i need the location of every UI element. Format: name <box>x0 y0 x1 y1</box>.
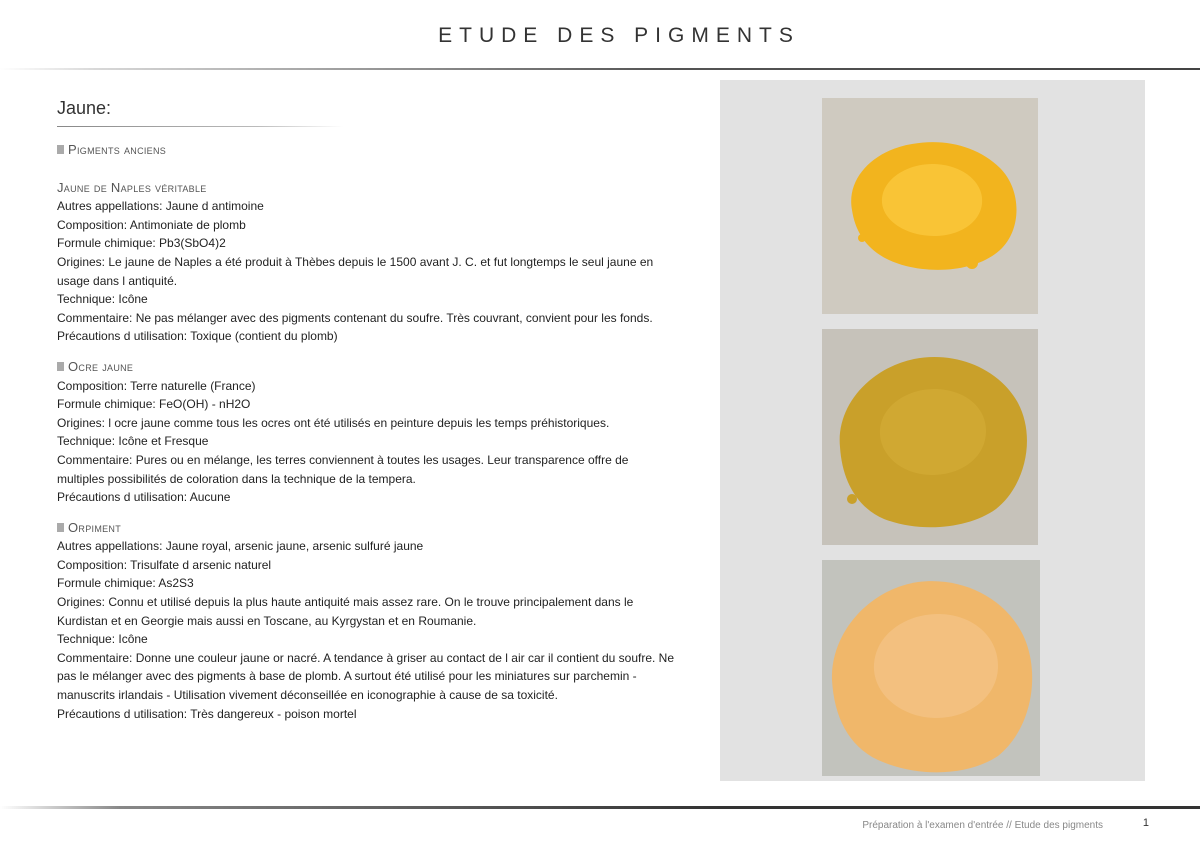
bullet-icon <box>57 145 64 154</box>
pigment-line: Commentaire: Ne pas mélanger avec des pigments contenant du soufre. Très couvrant, convient pour les fonds. <box>57 310 653 325</box>
naples-yellow-powder-image <box>822 98 1038 314</box>
pigment-line: Commentaire: Pures ou en mélange, les terres conviennent à toutes les usages. Leur transparence offre de multiples possibilités de coloration dans la technique de la tempera. <box>57 452 629 486</box>
pigment-line: Origines: Connu et utilisé depuis la plus haute antiquité mais assez rare. On le trouve principalement dans le Kurdistan et en Georgie mais aussi en Toscane, au Kyrgystan et en Roumanie. <box>57 595 634 628</box>
bottom-divider <box>0 806 1200 809</box>
pigment-line: Précautions d utilisation: Aucune <box>57 490 231 505</box>
pigment-line: Composition: Terre naturelle (France) <box>57 378 256 393</box>
bullet-icon <box>57 362 64 371</box>
pigment-line: Technique: Icône <box>57 292 148 307</box>
footer-text: Préparation à l'examen d'entrée // Etude des pigments <box>862 820 1103 831</box>
pigment-line: Précautions d utilisation: Toxique (contient du plomb) <box>57 329 338 344</box>
pigment-line: Origines: Le jaune de Naples a été produit à Thèbes depuis le 1500 avant J. C. et fut longtemps le seul jaune en usage dans l antiquité. <box>57 254 654 288</box>
pigment-line: Composition: Trisulfate d arsenic naturel <box>57 557 272 572</box>
pigment-line: Formule chimique: FeO(OH) - nH2O <box>57 397 251 412</box>
pigment-title: Orpiment <box>57 519 677 538</box>
pigment-image-panel <box>720 80 1145 781</box>
page-number: 1 <box>1142 817 1149 829</box>
heading-underline <box>57 126 343 127</box>
pigment-line: Composition: Antimoniate de plomb <box>57 217 246 232</box>
pigment-line: Technique: Icône et Fresque <box>57 434 209 449</box>
orpiment-powder-image <box>822 560 1040 776</box>
pigment-title: Ocre jaune <box>57 358 677 377</box>
page-title: ETUDE DES PIGMENTS <box>438 24 800 47</box>
pigment-line: Précautions d utilisation: Très dangereux - poison mortel <box>57 706 357 721</box>
pigment-entry-naples-yellow <box>57 179 677 346</box>
pigment-line: Formule chimique: Pb3(SbO4)2 <box>57 236 226 251</box>
pigment-line: Technique: Icône <box>57 632 148 647</box>
pigment-line: Autres appellations: Jaune royal, arsenic jaune, arsenic sulfuré jaune <box>57 539 424 554</box>
bullet-icon <box>57 523 64 532</box>
yellow-ochre-powder-image <box>822 329 1038 545</box>
subsection-label: Pigments anciens <box>57 141 677 160</box>
section-heading: Jaune: <box>57 98 112 118</box>
pigment-line: Autres appellations: Jaune d antimoine <box>57 199 264 214</box>
pigment-entry-yellow-ochre <box>57 358 677 507</box>
top-divider <box>0 68 1200 70</box>
pigment-entry-orpiment <box>57 519 677 724</box>
pigment-line: Origines: l ocre jaune comme tous les ocres ont été utilisés en peinture depuis les temps préhistoriques. <box>57 415 610 430</box>
pigment-title: Jaune de Naples véritable <box>57 179 207 195</box>
pigment-line: Formule chimique: As2S3 <box>57 576 194 591</box>
pigment-line: Commentaire: Donne une couleur jaune or nacré. A tendance à griser au contact de l air car il contient du soufre. Ne pas le mélanger avec des pigments à base de plomb. A surtout été utilisé pour les miniatures sur parchemin - manuscrits irlandais - Utilisation vivement déconseillée en iconographie à cause de sa toxicité. <box>57 650 675 703</box>
pigment-text-column <box>57 141 677 735</box>
